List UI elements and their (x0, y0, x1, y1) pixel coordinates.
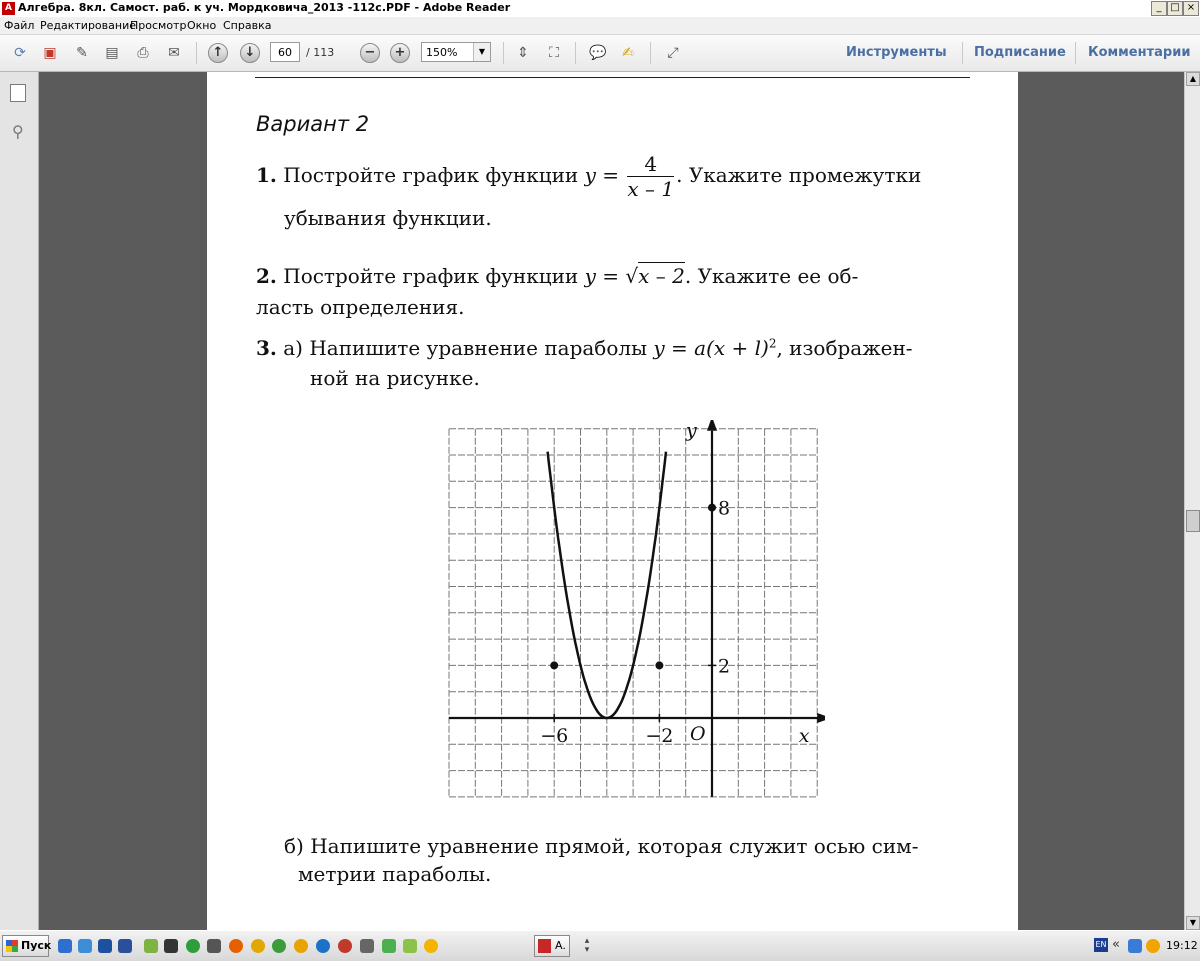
scroll-up-icon[interactable]: ▲ (1186, 72, 1200, 86)
network-icon[interactable] (1128, 939, 1142, 953)
chrome-icon[interactable] (424, 939, 438, 953)
graph-grid (449, 429, 817, 797)
recycle-icon[interactable] (382, 939, 396, 953)
task2-number: 2. (256, 264, 277, 288)
taskbar-adobe-reader[interactable] (534, 935, 570, 957)
task1-eq: = (602, 163, 620, 187)
menu-file[interactable]: Файл (4, 19, 35, 32)
page-total: / 113 (306, 46, 335, 59)
volume-icon[interactable] (1146, 939, 1160, 953)
adobe-reader-icon (538, 939, 551, 953)
task1-line1 (256, 152, 921, 201)
navigation-panel (0, 72, 39, 930)
task3-line1 (256, 336, 913, 360)
vertical-scrollbar[interactable] (1184, 72, 1200, 930)
task2-radicand: x – 2 (638, 264, 685, 288)
disk-icon[interactable] (118, 939, 132, 953)
graph-axes (449, 420, 825, 797)
task2-text: Постройте график функции (283, 264, 579, 288)
title-bar (0, 0, 1200, 18)
pen-icon[interactable] (403, 939, 417, 953)
menu-bar (0, 17, 1200, 35)
page-number-input[interactable]: 60 (270, 42, 300, 62)
menu-view[interactable]: Просмотр (130, 19, 187, 32)
zoom-in-icon[interactable]: + (390, 43, 410, 63)
zoom-select[interactable] (421, 42, 491, 62)
scroll-thumb[interactable] (1186, 510, 1200, 532)
top-rule (255, 77, 970, 78)
parabola-graph (440, 420, 825, 810)
y-tick-label: 2 (718, 655, 731, 678)
fit-page-icon[interactable]: ⇕ (517, 45, 529, 61)
zoom-out-icon[interactable]: − (360, 43, 380, 63)
restore-button[interactable]: □ (1167, 1, 1183, 16)
x-axis-arrow (817, 713, 825, 723)
shield-icon[interactable] (272, 939, 286, 953)
menu-window[interactable]: Окно (187, 19, 217, 32)
task3-text-tail: , изображен- (776, 336, 913, 360)
windows-logo-icon (6, 940, 18, 952)
highlight-icon[interactable]: ✍ (622, 45, 634, 61)
task1-fraction (627, 152, 674, 201)
task1-number: 1. (256, 163, 277, 187)
adobe-reader-icon: A (2, 2, 15, 15)
taskbar-task-label: A. (555, 939, 566, 952)
task2-line1 (256, 264, 858, 288)
tray-expand-icon[interactable]: « (1112, 937, 1120, 952)
task1-text-tail: . Укажите промежутки (676, 163, 922, 187)
task1-numerator: 4 (627, 152, 674, 177)
search-icon[interactable] (251, 939, 265, 953)
tab-sign[interactable]: Подписание (974, 45, 1066, 60)
next-page-icon[interactable]: ↓ (240, 43, 260, 63)
combine-files-icon[interactable]: ▣ (43, 45, 57, 61)
toolbar-separator (1075, 42, 1076, 64)
task2-y: y (584, 264, 596, 288)
y-axis-arrow (707, 420, 717, 431)
task3-text: Напишите уравнение параболы (309, 336, 648, 360)
toolbar-separator (503, 42, 504, 64)
ie-icon[interactable] (58, 939, 72, 953)
start-button[interactable] (2, 935, 52, 957)
close-button[interactable]: × (1183, 1, 1199, 16)
settings-icon[interactable] (207, 939, 221, 953)
window-title: Алгебра. 8кл. Самост. раб. к уч. Мордковича_2013 -112с.PDF - Adobe Reader (18, 1, 511, 14)
email-icon[interactable]: ✉ (168, 45, 180, 61)
variant-title: Вариант 2 (256, 112, 370, 136)
chevron-down-icon[interactable]: ▼ (473, 43, 490, 61)
edit-icon[interactable]: ✎ (76, 45, 88, 61)
task3-part-a: а) (283, 336, 303, 360)
page-thumbnails-icon[interactable] (10, 84, 26, 102)
y-axis-label: y (686, 420, 697, 442)
task3-power: 2 (768, 336, 777, 351)
taskbar-scroll-icon[interactable]: ▴ ▾ (584, 936, 590, 955)
start-label: Пуск (21, 939, 52, 952)
menu-help[interactable]: Справка (223, 19, 272, 32)
tab-tools[interactable]: Инструменты (846, 45, 947, 60)
task3b-line1: б) Напишите уравнение прямой, которая служит осью сим- (284, 834, 919, 858)
x-tick-label: −2 (645, 725, 674, 747)
tab-comments[interactable]: Комментарии (1088, 45, 1191, 60)
firefox-icon[interactable] (229, 939, 243, 953)
toolbar-separator (650, 42, 651, 64)
x-tick-label: −6 (540, 725, 569, 747)
toolbar-separator (196, 42, 197, 64)
browser-icon[interactable] (78, 939, 92, 953)
print-icon[interactable]: ⎙ (137, 45, 149, 61)
circle-app-icon[interactable] (316, 939, 330, 953)
attachments-icon[interactable]: ⚲ (12, 122, 24, 141)
task3-number: 3. (256, 336, 277, 360)
menu-edit[interactable]: Редактирование (40, 19, 136, 32)
task2-eq: = (602, 264, 620, 288)
marked-point (708, 504, 716, 512)
calculator-icon[interactable] (360, 939, 374, 953)
clock: 19:12 (1166, 939, 1198, 952)
save-icon[interactable]: ▤ (105, 45, 119, 61)
task3-line2: ной на рисунке. (310, 366, 480, 390)
zoom-value: 150% (426, 46, 458, 59)
task1-text: Постройте график функции (283, 163, 579, 187)
marked-point (655, 661, 663, 669)
scroll-down-icon[interactable]: ▼ (1186, 916, 1200, 930)
sqrt-sign: √ (625, 264, 639, 288)
task3-formula: y = a(x + l) (653, 336, 769, 360)
toolbar-separator (575, 42, 576, 64)
task2-line2: ласть определения. (256, 295, 465, 319)
app-icon[interactable] (144, 939, 158, 953)
chrome-like-icon[interactable] (294, 939, 308, 953)
comment-icon[interactable]: 💬 (589, 45, 607, 61)
previous-page-icon[interactable]: ↑ (208, 43, 228, 63)
taskbar (0, 930, 1200, 961)
task1-y: y (584, 163, 596, 187)
task1-denominator: x – 1 (627, 177, 675, 201)
toolbar-separator (962, 42, 963, 64)
task1-line2: убывания функции. (284, 206, 492, 230)
fit-width-icon[interactable]: ⛶ (549, 45, 559, 61)
task3b-line2: метрии параболы. (298, 862, 492, 886)
y-tick-label: 8 (718, 497, 731, 520)
console-icon[interactable] (164, 939, 178, 953)
marked-point (550, 661, 558, 669)
media-icon[interactable] (338, 939, 352, 953)
utorrent-icon[interactable] (186, 939, 200, 953)
language-indicator[interactable]: EN (1094, 938, 1108, 952)
task2-text-tail: . Укажите ее об- (684, 264, 859, 288)
create-pdf-icon[interactable]: ⟳ (14, 45, 26, 61)
save-disk-icon[interactable] (98, 939, 112, 953)
origin-label: O (690, 723, 706, 745)
x-axis-label: x (798, 725, 810, 747)
fullscreen-icon[interactable]: ⤢ (667, 45, 679, 61)
minimize-button[interactable]: _ (1151, 1, 1167, 16)
